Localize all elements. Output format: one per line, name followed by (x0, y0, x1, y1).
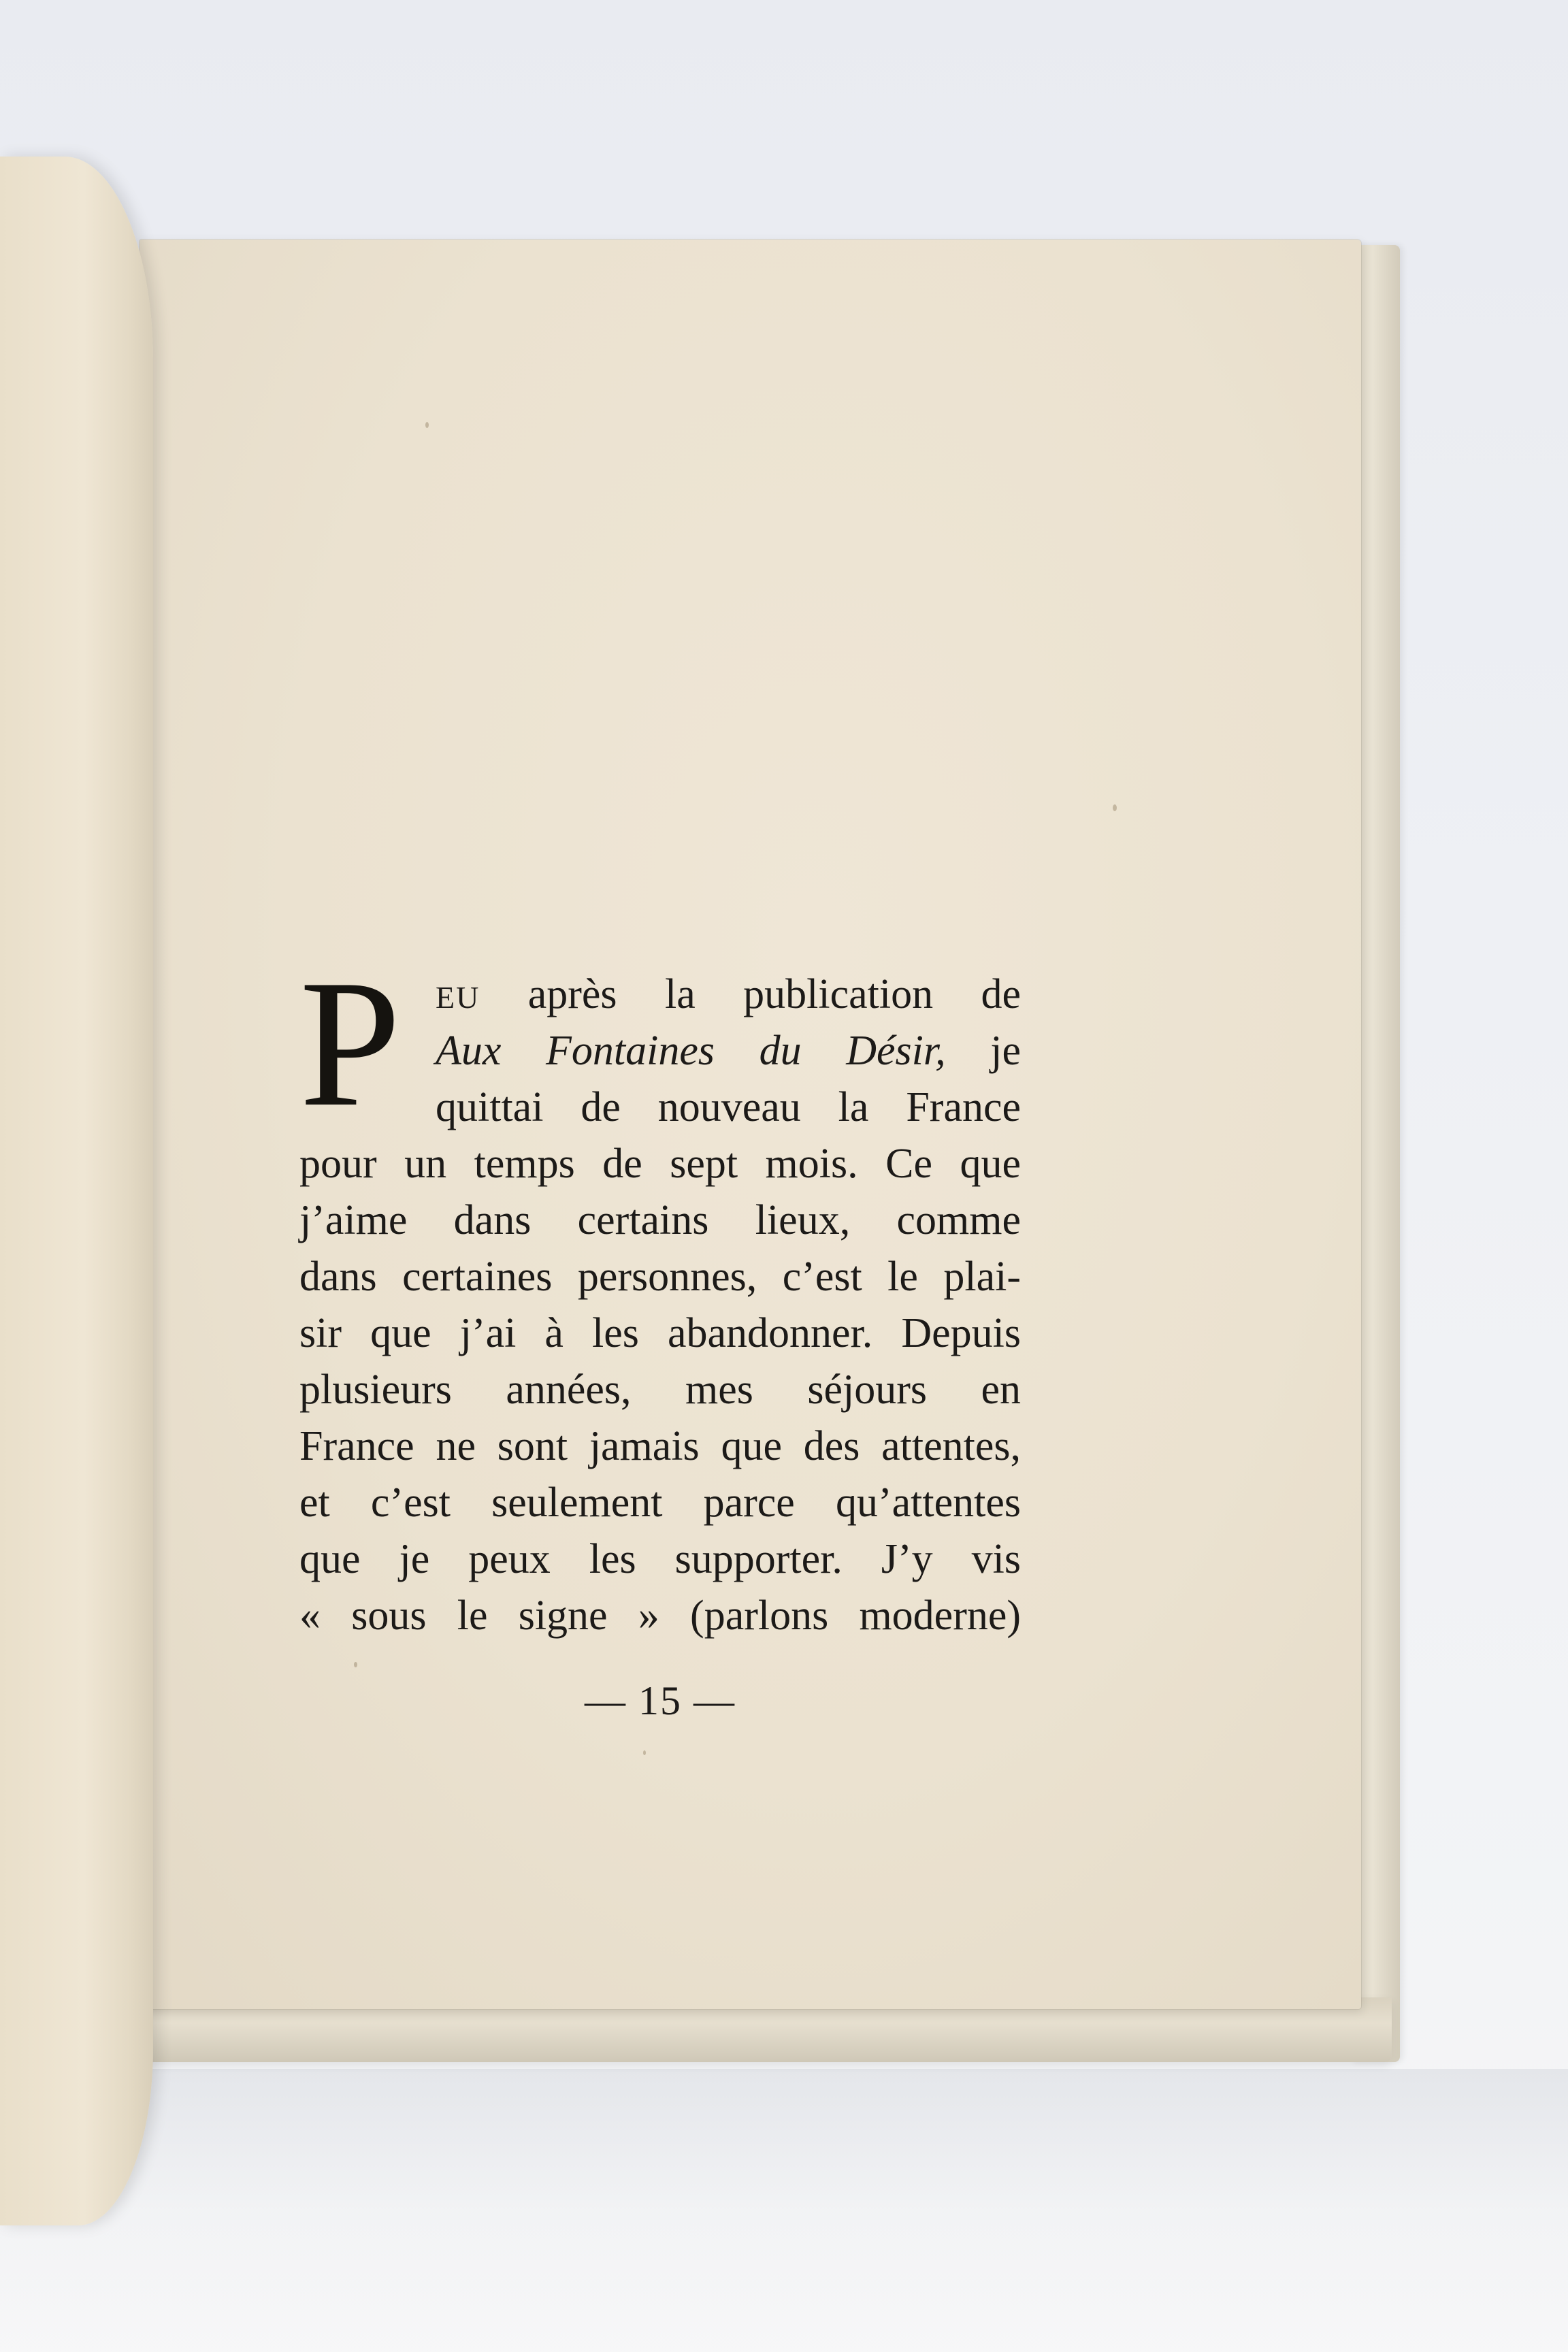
small-caps-lead: EU (436, 980, 480, 1015)
paper-fleck (425, 422, 429, 428)
drop-cap-letter: P (299, 942, 402, 1144)
text-line-6: dans certaines personnes, c’est le plai- (299, 1254, 1021, 1300)
paper-fleck (643, 1750, 646, 1755)
paper-fleck (354, 1662, 357, 1667)
text-line-12: « sous le signe » (parlons moderne) (299, 1592, 1021, 1639)
table-reflection (0, 2069, 1568, 2352)
text-line-9: France ne sont jamais que des attentes, (299, 1423, 1021, 1469)
text-line-10: et c’est seulement parce qu’attentes (299, 1480, 1021, 1526)
text-line-1-rest: après la publication de (527, 971, 1022, 1017)
text-line-11: que je peux les supporter. J’y vis (299, 1536, 1021, 1582)
text-line-2-rest: je (990, 1028, 1022, 1074)
text-line-4: pour un temps de sept mois. Ce que (299, 1141, 1021, 1187)
book-left-leaf (0, 157, 153, 2225)
text-line-2 (436, 1023, 1021, 1079)
body-paragraph (299, 942, 1022, 1644)
page-number: — 15 — (585, 1678, 736, 1723)
book-title-italic: Aux Fontaines du Désir, (436, 1028, 946, 1074)
paper-fleck (1113, 804, 1117, 811)
text-line-3: quittai de nouveau la France (436, 1084, 1021, 1130)
text-line-5: j’aime dans certains lieux, comme (299, 1197, 1021, 1243)
text-line-7: sir que j’ai à les abandonner. Depuis (299, 1310, 1021, 1356)
text-line-8: plusieurs années, mes séjours en (299, 1367, 1021, 1413)
text-line-1 (436, 966, 1021, 1023)
